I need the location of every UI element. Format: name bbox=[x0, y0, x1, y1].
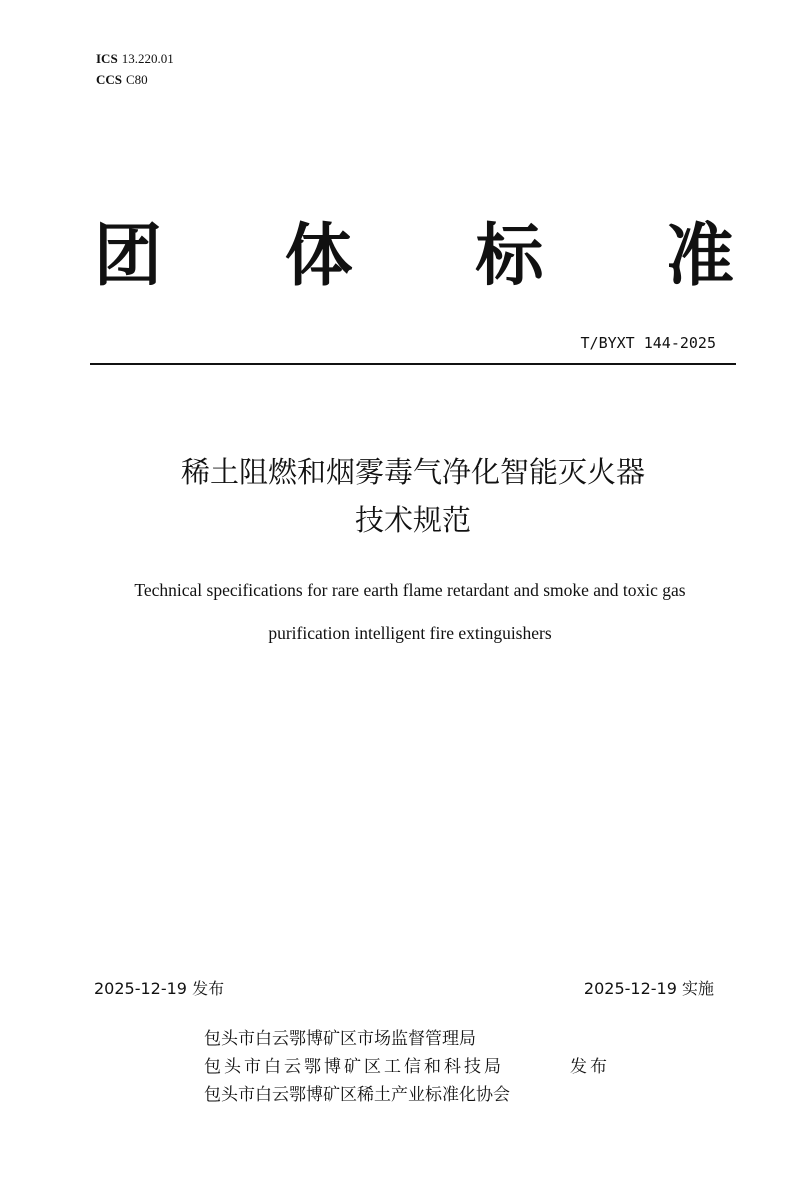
issue-date: 2025-12-19 发布 bbox=[94, 979, 225, 998]
issuing-organizations bbox=[204, 1025, 510, 1109]
title-cn-line1: 稀土阻燃和烟雾毒气净化智能灭火器 bbox=[180, 455, 645, 489]
ics-line bbox=[96, 48, 174, 69]
standard-type-banner bbox=[94, 212, 734, 302]
banner-char: 团 bbox=[94, 217, 163, 296]
issue-label: 发布 bbox=[570, 1057, 610, 1077]
banner-char: 准 bbox=[665, 217, 734, 296]
ics-label: ICS bbox=[96, 51, 118, 66]
issuer-org: 包头市白云鄂博矿区市场监督管理局 bbox=[204, 1029, 476, 1049]
title-en-line2: purification intelligent fire extinguishers bbox=[268, 623, 552, 643]
implementation-date: 2025-12-19 实施 bbox=[583, 979, 714, 998]
ccs-label: CCS bbox=[96, 72, 123, 87]
banner-char: 体 bbox=[284, 217, 353, 296]
banner-char: 标 bbox=[475, 217, 544, 296]
issuer-org: 包头市白云鄂博矿区工信和科技局 bbox=[204, 1057, 504, 1077]
classification-codes bbox=[96, 48, 174, 90]
title-cn-line2: 技术规范 bbox=[354, 503, 471, 537]
title-en-line1: Technical specifications for rare earth flame retardant and smoke and toxic gas bbox=[134, 580, 686, 600]
ccs-code: C80 bbox=[126, 72, 148, 87]
ics-code: 13.220.01 bbox=[121, 51, 174, 66]
issuer-org: 包头市白云鄂博矿区稀土产业标准化协会 bbox=[204, 1085, 510, 1105]
header-divider bbox=[90, 363, 736, 365]
ccs-line bbox=[96, 69, 174, 90]
standard-number: T/BYXT 144-2025 bbox=[580, 334, 716, 352]
